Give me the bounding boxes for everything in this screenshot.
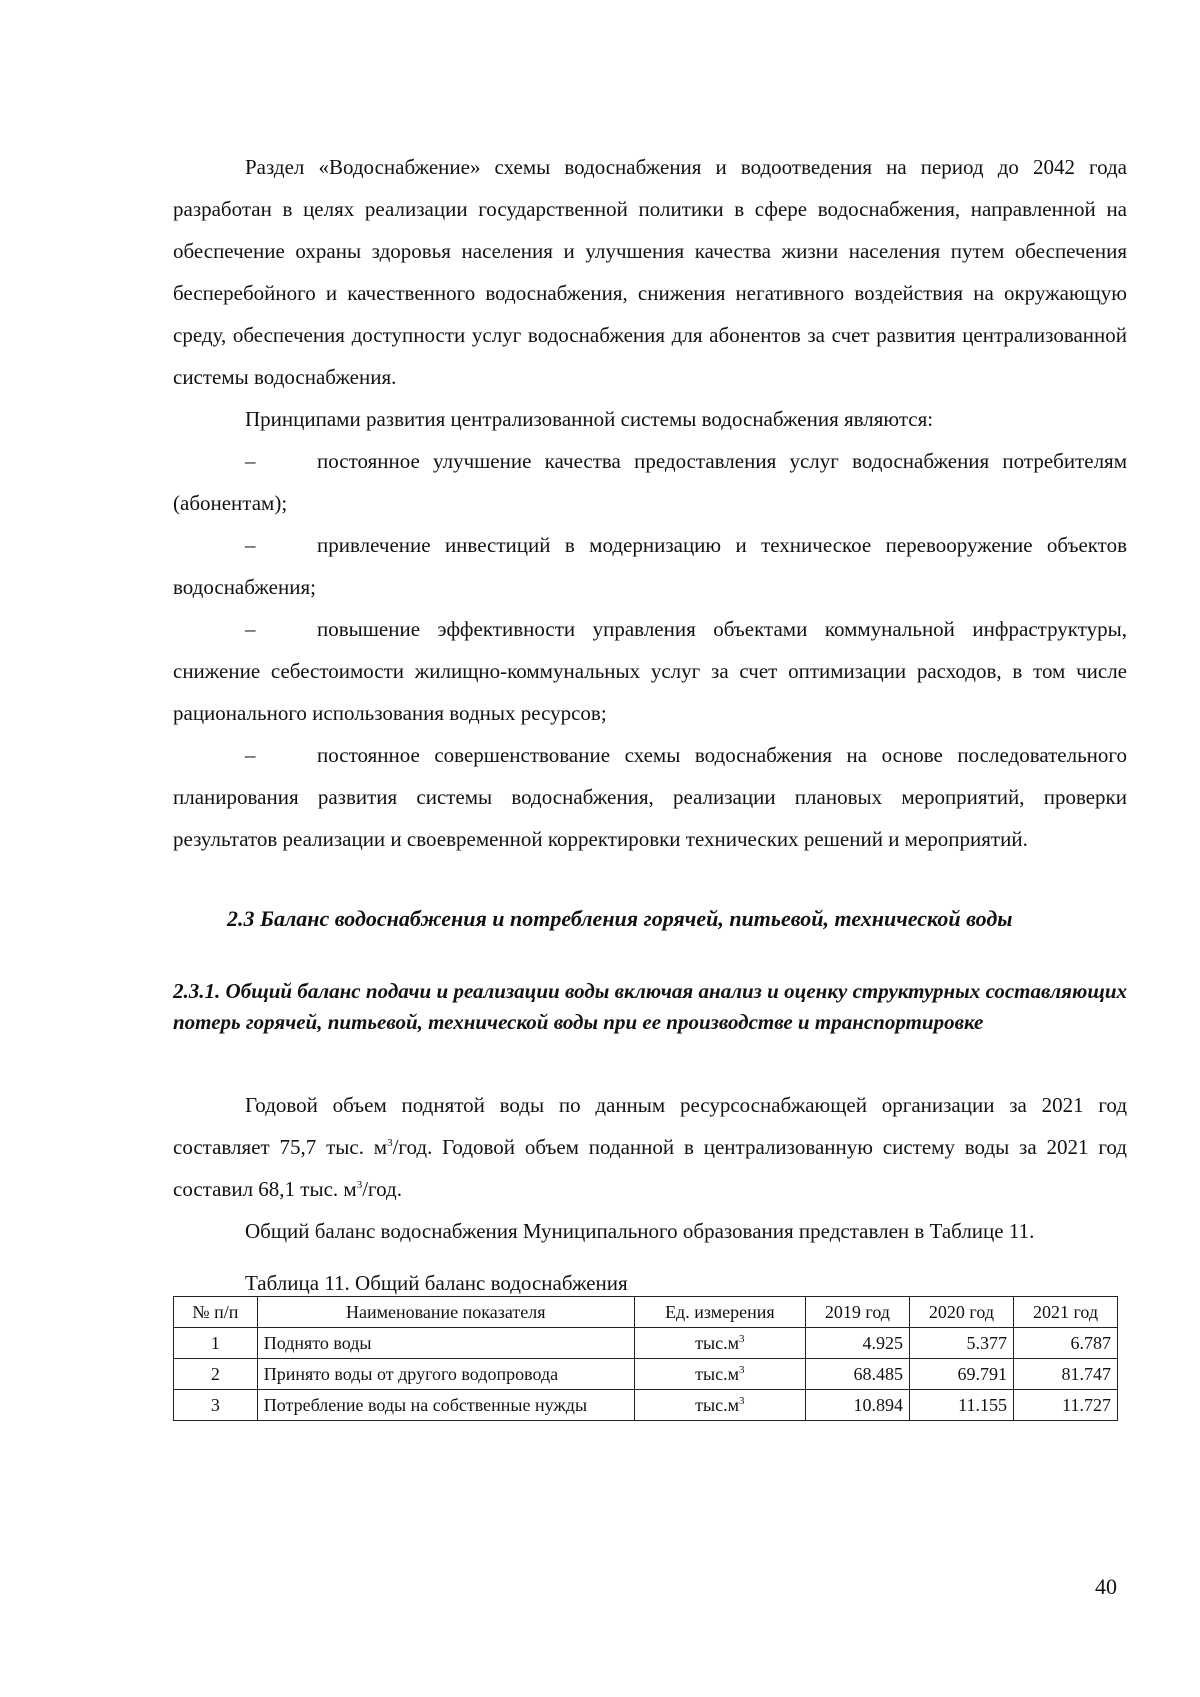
volume-text-1: Годовой объем поднятой воды по данным ресурсоснабжающей организации за 2021 год составляет 75,7 тыс. м	[173, 1093, 1127, 1159]
row-2021: 6.787	[1013, 1328, 1117, 1359]
page-number: 40	[1095, 1574, 1117, 1599]
balance-table	[173, 1296, 1118, 1421]
table-row	[174, 1359, 1118, 1390]
volume-paragraph	[173, 1084, 1127, 1210]
row-unit: $тыс.м^3$	[634, 1390, 805, 1421]
dash-marker: –	[245, 533, 256, 557]
principles-paragraph: Принципами развития централизованной системы водоснабжения являются:	[245, 407, 934, 431]
bullet-item	[173, 440, 1127, 524]
header-cell: Ед. измерения	[634, 1297, 805, 1328]
table-row	[174, 1390, 1118, 1421]
row-name: Поднято воды	[257, 1328, 634, 1359]
header-cell: 2021 год	[1013, 1297, 1117, 1328]
table-row	[174, 1328, 1118, 1359]
table-header-row	[174, 1297, 1118, 1328]
dash-marker: –	[245, 617, 256, 641]
row-2019: 68.485	[805, 1359, 909, 1390]
superscript: 3	[387, 1137, 393, 1149]
row-2021: 81.747	[1013, 1359, 1117, 1390]
bullet-text: постоянное улучшение качества предоставления услуг водоснабжения потребителям (абонентам);	[173, 449, 1127, 515]
header-cell: 2019 год	[805, 1297, 909, 1328]
superscript: 3	[356, 1179, 363, 1191]
header-cell: № п/п	[174, 1297, 258, 1328]
table-caption: Таблица 11. Общий баланс водоснабжения	[245, 1271, 628, 1295]
dash-marker: –	[245, 743, 256, 767]
row-2021: 11.727	[1013, 1390, 1117, 1421]
section-heading: 2.3 Баланс водоснабжения и потребления горячей, питьевой, технической воды	[227, 906, 1013, 931]
document-page	[173, 146, 1127, 1421]
bullet-text: повышение эффективности управления объектами коммунальной инфраструктуры, снижение себестоимости жилищно-коммунальных услуг за счет оптимизации расходов, в том числе рационального использования водных ресурсов;	[173, 617, 1127, 725]
row-2020: 5.377	[909, 1328, 1013, 1359]
bullet-item	[173, 734, 1127, 860]
dash-marker: –	[245, 449, 256, 473]
bullet-item	[173, 608, 1127, 734]
header-cell: Наименование показателя	[257, 1297, 634, 1328]
volume-text-2: /год. Годовой объем поданной в централизованную систему воды за 2021 год составил 68,1 тыс. м	[173, 1135, 1127, 1201]
table-ref-paragraph: Общий баланс водоснабжения Муниципального образования представлен в Таблице 11.	[245, 1219, 1035, 1243]
header-cell: 2020 год	[909, 1297, 1013, 1328]
row-2020: 11.155	[909, 1390, 1013, 1421]
row-2019: 4.925	[805, 1328, 909, 1359]
spacer	[173, 1038, 1127, 1084]
row-name: Потребление воды на собственные нужды	[257, 1390, 634, 1421]
row-unit: $тыс.м^3$	[634, 1359, 805, 1390]
subsection-heading: 2.3.1. Общий баланс подачи и реализации воды включая анализ и оценку структурных составляющих потерь горячей, питьевой, технической воды при ее производстве и транспортировке	[173, 979, 1127, 1034]
row-number: 3	[174, 1390, 258, 1421]
row-2020: 69.791	[909, 1359, 1013, 1390]
row-number: 2	[174, 1359, 258, 1390]
row-name: Принято воды от другого водопровода	[257, 1359, 634, 1390]
row-2019: 10.894	[805, 1390, 909, 1421]
intro-paragraph: Раздел «Водоснабжение» схемы водоснабжения и водоотведения на период до 2042 года разработан в целях реализации государственной политики в сфере водоснабжения, направленной на обеспечение охраны здоровья населения и улучшения качества жизни населения путем обеспечения бесперебойного и качественного водоснабжения, снижения негативного воздействия на окружающую среду, обеспечения доступности услуг водоснабжения для абонентов за счет развития централизованной системы водоснабжения.	[173, 155, 1127, 389]
bullet-text: постоянное совершенствование схемы водоснабжения на основе последовательного планирования развития системы водоснабжения, реализации плановых мероприятий, проверки результатов реализации и своевременной корректировки технических решений и мероприятий.	[173, 743, 1127, 851]
bullet-text: привлечение инвестиций в модернизацию и техническое перевооружение объектов водоснабжения;	[173, 533, 1127, 599]
row-number: 1	[174, 1328, 258, 1359]
bullet-item	[173, 524, 1127, 608]
volume-text-3: /год.	[362, 1177, 402, 1201]
row-unit: $тыс.м^3$	[634, 1328, 805, 1359]
